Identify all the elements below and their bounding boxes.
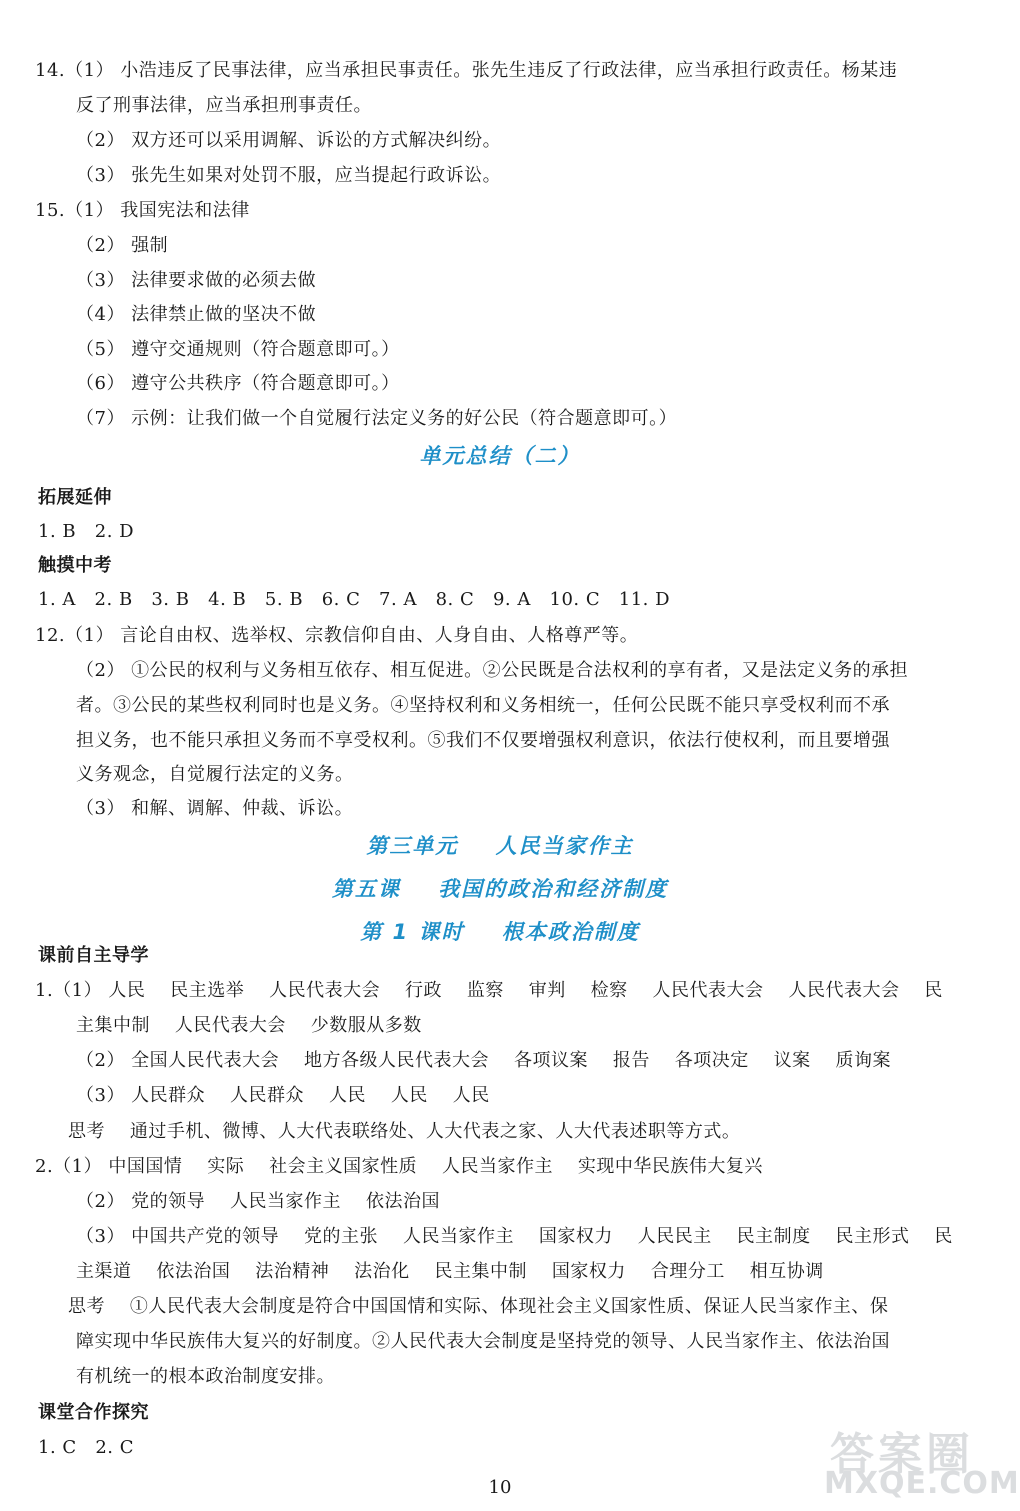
section-inquiry-heading: 课堂合作探究 <box>38 1402 149 1423</box>
watermark-site: MXQE.COM <box>824 1466 1020 1501</box>
answer-14-2: （2） 双方还可以采用调解、诉讼的方式解决纠纷。 <box>76 130 502 151</box>
answer-14-3: （3） 张先生如果对处罚不服，应当提起行政诉讼。 <box>76 165 502 186</box>
answer-15-2: （2） 强制 <box>76 235 169 256</box>
period-one-heading: 第 1 课时 根本政治制度 <box>360 920 640 944</box>
think-1: 思考 通过手机、微博、人大代表联络处、人大代表之家、人大代表述职等方式。 <box>68 1121 741 1142</box>
extension-answers: 1. B 2. D <box>38 521 135 542</box>
think-2-line2: 障实现中华民族伟大复兴的好制度。②人民代表大会制度是坚持党的领导、人民当家作主、依法治国 <box>76 1331 890 1352</box>
think-2-line3: 有机统一的根本政治制度安排。 <box>76 1366 335 1387</box>
watermark <box>816 1418 1020 1504</box>
answer-14-1-line2: 反了刑事法律，应当承担刑事责任。 <box>76 95 372 116</box>
answer-15-3: （3） 法律要求做的必须去做 <box>76 270 317 291</box>
exam-choice-answers: 1. A 2. B 3. B 4. B 5. B 6. C 7. A 8. C 9. A 10. C 11. D <box>38 589 671 610</box>
section-extension-heading: 拓展延伸 <box>38 487 112 508</box>
preview-1-1-line2: 主集中制 人民代表大会 少数服从多数 <box>76 1015 422 1036</box>
answer-12-1: 12.（1） 言论自由权、选举权、宗教信仰自由、人身自由、人格尊严等。 <box>35 625 639 646</box>
inquiry-answers: 1. C 2. C <box>38 1437 135 1458</box>
answer-15-1: 15.（1） 我国宪法和法律 <box>35 200 250 221</box>
answer-15-7: （7） 示例：让我们做一个自觉履行法定义务的好公民（符合题意即可。） <box>76 408 678 429</box>
answer-14-1-line1: 14.（1） 小浩违反了民事法律，应当承担民事责任。张先生违反了行政法律，应当承担行政责任。杨某违 <box>35 60 898 81</box>
preview-1-2: （2） 全国人民代表大会 地方各级人民代表大会 各项议案 报告 各项决定 议案 质询案 <box>76 1050 891 1071</box>
preview-2-2: （2） 党的领导 人民当家作主 依法治国 <box>76 1191 440 1212</box>
preview-2-1: 2.（1） 中国国情 实际 社会主义国家性质 人民当家作主 实现中华民族伟大复兴 <box>35 1156 763 1177</box>
preview-1-3: （3） 人民群众 人民群众 人民 人民 人民 <box>76 1085 490 1106</box>
preview-2-3-line2: 主渠道 依法治国 法治精神 法治化 民主集中制 国家权力 合理分工 相互协调 <box>76 1261 824 1282</box>
answer-12-3: （3） 和解、调解、仲裁、诉讼。 <box>76 798 354 819</box>
think-2-line1: 思考 ①人民代表大会制度是符合中国国情和实际、体现社会主义国家性质、保证人民当家作主、保 <box>68 1296 889 1317</box>
page-number: 10 <box>488 1477 512 1498</box>
answer-15-6: （6） 遵守公共秩序（符合题意即可。） <box>76 373 400 394</box>
section-preview-heading: 课前自主导学 <box>38 945 149 966</box>
preview-1-1-line1: 1.（1） 人民 民主选举 人民代表大会 行政 监察 审判 检察 人民代表大会 人民代表大会 民 <box>35 980 943 1001</box>
answer-12-2-line4: 义务观念，自觉履行法定的义务。 <box>76 764 354 785</box>
preview-2-3-line1: （3） 中国共产党的领导 党的主张 人民当家作主 国家权力 人民民主 民主制度 民主形式 民 <box>76 1226 953 1247</box>
answer-15-5: （5） 遵守交通规则（符合题意即可。） <box>76 339 400 360</box>
answer-12-2-line2: 者。③公民的某些权利同时也是义务。④坚持权利和义务相统一，任何公民既不能只享受权利而不承 <box>76 695 890 716</box>
unit-summary-heading: 单元总结（二） <box>419 444 581 468</box>
section-exam-heading: 触摸中考 <box>38 555 112 576</box>
answer-15-4: （4） 法律禁止做的坚决不做 <box>76 304 317 325</box>
answer-12-2-line3: 担义务，也不能只承担义务而不享受权利。⑤我们不仅要增强权利意识，依法行使权利，而且要增强 <box>76 730 890 751</box>
watermark-logo: 答案圈 <box>830 1429 974 1480</box>
answer-12-2-line1: （2） ①公民的权利与义务相互依存、相互促进。②公民既是合法权利的享有者，又是法定义务的承担 <box>76 660 909 681</box>
lesson-five-heading: 第五课 我国的政治和经济制度 <box>331 877 669 901</box>
unit-three-heading: 第三单元 人民当家作主 <box>366 834 634 858</box>
